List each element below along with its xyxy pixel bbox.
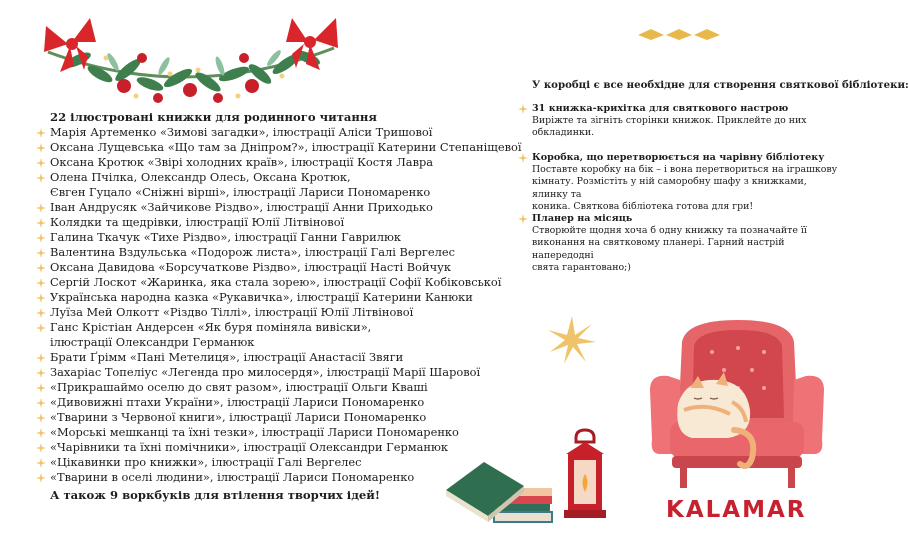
feature-title: Коробка, що перетворюється на чарівну бібліотеку [532,152,825,163]
book-list-item [36,170,522,185]
book-list-text: Луїза Мей Олкотт «Різдво Тіллі», ілюстрації Юлії Літвінової [50,305,414,319]
star-bullet-icon [36,383,46,393]
book-list-item [36,260,522,275]
book-list-text: Марія Артеменко «Зимові загадки», ілюстрації Аліси Тришової [50,125,433,139]
book-list-item [36,425,522,440]
star-bullet-icon [36,263,46,273]
book-list-item [36,335,522,350]
book-list-item [36,290,522,305]
armchair-with-cat-icon [646,318,828,490]
star-bullet-icon [36,278,46,288]
star-bullet-icon [36,458,46,468]
feature-desc-line: обкладинки. [532,127,595,139]
star-bullet-icon [36,293,46,303]
star-bullet-icon [36,308,46,318]
book-list-item [36,395,522,410]
star-bullet-icon [36,323,46,333]
book-list-item [36,320,522,335]
book-stack-icon [444,460,554,526]
golden-star-icon [548,316,596,364]
star-bullet-icon [36,443,46,453]
book-list-item [36,200,522,215]
feature-desc-line: кімнату. Розмістіть у ній саморобну шафу з книжками, ялинку та [532,176,807,200]
feature-desc-line: Виріжте та зігніть сторінки книжок. Приклейте до них [532,115,807,127]
book-list-text: Іван Андрусяк «Зайчикове Різдво», ілюстрації Анни Приходько [50,200,433,214]
star-bullet-icon [36,128,46,138]
book-list-item [36,305,522,320]
book-list-text: Ганс Крістіан Андерсен «Як буря поміняла вивіски», [50,320,372,334]
book-list-item [36,410,522,425]
feature-desc-line: свята гарантовано;) [532,261,631,273]
feature-mini-books [518,103,838,140]
book-list-item [36,125,522,140]
book-list-text: ілюстрації Олександри Германюк [50,335,255,349]
star-bullet-icon [36,143,46,153]
book-list-title: 22 ілюстровані книжки для родинного читання [50,110,377,124]
feature-desc-line: Поставте коробку на бік – і вона перетвориться на іграшкову [532,164,838,176]
star-bullet-icon [36,353,46,363]
feature-month-planner [518,213,838,274]
book-list-text: Українська народна казка «Рукавичка», ілюстрації Катерини Канюки [50,290,473,304]
star-bullet-icon [518,104,528,114]
christmas-garland-icon [38,12,344,112]
book-list-text: Захаріас Топеліус «Легенда про милосердя», ілюстрації Марії Шарової [50,365,481,379]
feature-desc-line: виконання на святковому планері. Гарний настрій напередодні [532,237,785,261]
diamond-ornament-icon [636,28,722,42]
book-list-text: «Прикрашаймо оселю до свят разом», ілюстрації Ольги Кваші [50,380,428,394]
book-list-item [36,275,522,290]
workbooks-note: А також 9 воркбуків для втілення творчих ідей! [50,488,380,502]
book-list-text: «Чарівники та їхні помічники», ілюстрації Олександри Германюк [50,440,449,454]
book-list-item [36,230,522,245]
book-list-text: «Тварини в оселі людини», ілюстрації Лариси Пономаренко [50,470,415,484]
star-bullet-icon [36,218,46,228]
book-list-text: Оксана Кротюк «Звірі холодних країв», ілюстрації Костя Лавра [50,155,434,169]
book-list-text: Оксана Давидова «Борсучаткове Різдво», ілюстрації Насті Войчук [50,260,451,274]
book-list-item [36,155,522,170]
red-lantern-icon [560,430,610,524]
book-list-text: «Дивовижні птахи України», ілюстрації Лариси Пономаренко [50,395,425,409]
star-bullet-icon [36,368,46,378]
star-bullet-icon [36,203,46,213]
feature-title: Планер на місяць [532,213,633,224]
book-list-text: «Цікавинки про книжки», ілюстрації Галі Вергелес [50,455,362,469]
book-list-item [36,185,522,200]
book-list-text: Оксана Лущевська «Що там за Дніпром?», ілюстрації Катерини Степаніщевої [50,140,522,154]
star-bullet-icon [36,173,46,183]
book-list-item [36,350,522,365]
feature-desc-line: коника. Святкова бібліотека готова для гри! [532,200,754,212]
feature-library-box [518,152,838,213]
star-bullet-icon [518,214,528,224]
book-list-text: «Морські мешканці та їхні тезки», ілюстрації Лариси Пономаренко [50,425,459,439]
star-bullet-icon [518,153,528,163]
book-list-text: Галина Ткачук «Тихе Різдво», ілюстрації Ганни Гаврилюк [50,230,402,244]
star-bullet-icon [36,248,46,258]
feature-title: 31 книжка-крихітка для святкового настрою [532,103,789,114]
book-list-text: Валентина Вздульська «Подорож листа», ілюстрації Галі Вергелес [50,245,455,259]
box-contents-intro: У коробці є все необхідне для створення святкової бібліотеки: [532,79,909,91]
book-list-text: Колядки та щедрівки, ілюстрації Юлії Літвінової [50,215,345,229]
star-bullet-icon [36,398,46,408]
feature-desc-line: Створюйте щодня хоча б одну книжку та позначайте її [532,225,807,237]
book-list-text: Брати Ґрімм «Пані Метелиця», ілюстрації Анастасії Звяги [50,350,404,364]
star-bullet-icon [36,158,46,168]
brand-logo: KALAMAR [666,497,807,523]
book-list-text: Сергій Лоскот «Жаринка, яка стала зорею», ілюстрації Софії Кобіковської [50,275,502,289]
book-list-item [36,245,522,260]
star-bullet-icon [36,413,46,423]
star-bullet-icon [36,473,46,483]
book-list-item [36,140,522,155]
book-list-text: «Тварини з Червоної книги», ілюстрації Лариси Пономаренко [50,410,427,424]
star-bullet-icon [36,233,46,243]
book-list-text: Євген Гуцало «Сніжні вірші», ілюстрації Лариси Пономаренко [50,185,431,199]
book-list-text: Олена Пчілка, Олександр Олесь, Оксана Кротюк, [50,170,351,184]
star-bullet-icon [36,428,46,438]
book-list-item [36,380,522,395]
book-list-item [36,365,522,380]
book-list [36,125,522,485]
book-list-item [36,215,522,230]
book-list-item [36,440,522,455]
